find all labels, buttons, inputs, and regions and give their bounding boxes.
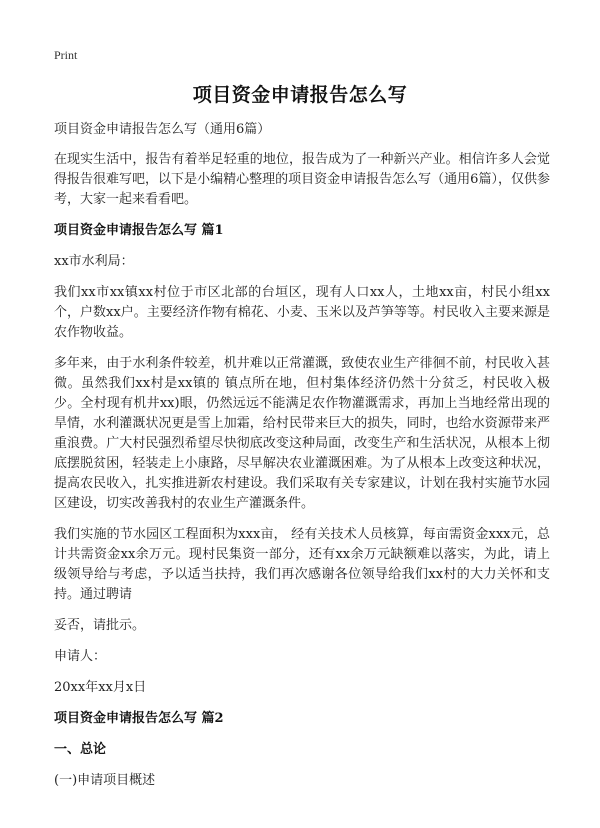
section-heading-1: 项目资金申请报告怎么写 篇1 <box>54 223 224 238</box>
body-paragraph: 我们实施的节水园区工程面积为xxx亩， 经有关技术人员核算，每亩需资金xxx元，总计共需资金xx余万元。现村民集资一部分，还有xx余万元缺额难以落实，为此，请上级领导给与考虑，予以适当扶持，我们再次感谢各位领导给我们xx村的大力关怀和支持。通过聘请 <box>54 527 550 602</box>
intro-paragraph: 在现实生活中，报告有着举足轻重的地位，报告成为了一种新兴产业。相信许多人会觉得报告很难写吧，以下是小编精心整理的项目资金申请报告怎么写（通用6篇），仅供参考，大家一起来看看吧。 <box>54 152 550 207</box>
print-link[interactable]: Print <box>54 48 78 62</box>
body-paragraph: 多年来，由于水利条件较差，机井难以正常灌溉，致使农业生产徘徊不前，村民收入甚微。虽然我们xx村是xx镇的 镇点所在地，但村集体经济仍然十分贫乏，村民收入极少。全村现有机井xx)眼，仍然远远不能满足农作物灌溉需求，再加上当地经常出现的旱情，水利灌溉状况更是雪上加霜，给村民带来巨大的损失，同时，也给水资源带来严重浪费。广大村民强烈希望尽快彻底改变这种局面，改变生产和生活状况，从根本上彻底摆脱贫困，轻装走上小康路，尽早解决农业灌溉困难。为了从根本上改变这种状况，提高农民收入，扎实推进新农村建设。我们采取有关专家建议，计划在我村实施节水园区建设，切实改善我村的农业生产灌溉条件。 <box>54 356 550 511</box>
subsection-heading: 一、总论 <box>54 742 107 757</box>
section-heading-2: 项目资金申请报告怎么写 篇2 <box>54 711 224 726</box>
body-paragraph: 我们xx市xx镇xx村位于市区北部的台垣区，现有人口xx人，土地xx亩，村民小组xx个，户数xx户。主要经济作物有棉花、小麦、玉米以及芦笋等等。村民收入主要来源是农作物收益。 <box>54 285 550 340</box>
closing-line: 妥否，请批示。 <box>54 618 146 633</box>
document-subtitle: 项目资金申请报告怎么写（通用6篇） <box>54 122 271 137</box>
applicant-line: 申请人： <box>54 649 107 664</box>
page-title: 项目资金申请报告怎么写 <box>192 84 408 106</box>
document-body <box>54 120 550 802</box>
addressee: xx市水利局： <box>54 254 134 269</box>
list-item: (一)申请项目概述 <box>54 773 156 788</box>
date-line: 20xx年xx月x日 <box>54 680 147 695</box>
